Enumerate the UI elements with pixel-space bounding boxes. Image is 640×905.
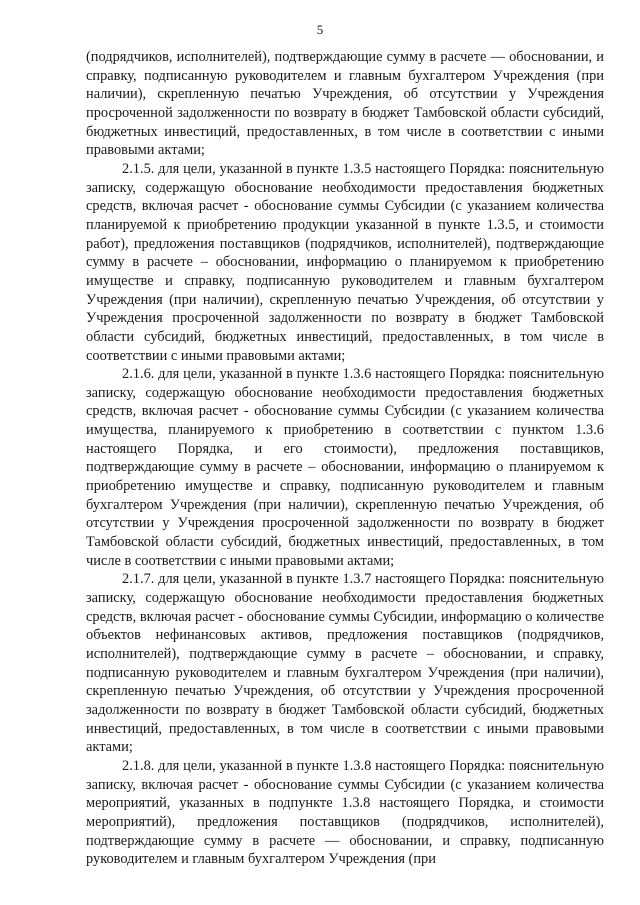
paragraph-2-1-6: 2.1.6. для цели, указанной в пункте 1.3.6 настоящего Порядка: пояснительную записку, содержащую обоснование необходимости предоставления бюджетных средств, включая расчет - обоснование суммы Субсидии (с указанием количества имущества, планируемого к приобретению в соответствии с пунктом 1.3.6 настоящего Порядка, и его стоимости), предложения поставщиков, подтверждающие сумму в расчете – обосновании, информацию о планируемом к приобретению имуществе и справку, подписанную руководителем и главным бухгалтером Учреждения (при наличии), скрепленную печатью Учреждения, об отсутствии у Учреждения просроченной задолженности по возврату в бюджет Тамбовской области субсидий, бюджетных инвестиций, предоставленных, в том числе в соответствии с иными правовыми актами; bbox=[86, 366, 604, 569]
paragraph-2-1-8: 2.1.8. для цели, указанной в пункте 1.3.8 настоящего Порядка: пояснительную записку, включая расчет - обоснование суммы Субсидии (с указанием количества мероприятий, указанных в подпункте 1.3.8 настоящего Порядка, и стоимости мероприятий), предложения поставщиков (подрядчиков, исполнителей), подтверждающие сумму в расчете — обосновании, и справку, подписанную руководителем и главным бухгалтером Учреждения (при bbox=[86, 757, 604, 868]
document-body bbox=[86, 48, 604, 869]
page-number: 5 bbox=[316, 22, 324, 37]
paragraph-2-1-5: 2.1.5. для цели, указанной в пункте 1.3.5 настоящего Порядка: пояснительную записку, содержащую обоснование необходимости предоставления бюджетных средств, включая расчет - обоснование суммы Субсидии (с указанием количества планируемой к приобретению продукции указанной в пункте 1.3.5, и стоимости работ), предложения поставщиков (подрядчиков, исполнителей), подтверждающие сумму в расчете – обосновании, информацию о планируемом к приобретению имуществе и справку, подписанную руководителем и главным бухгалтером Учреждения (при наличии), скрепленную печатью Учреждения, об отсутствии у Учреждения просроченной задолженности по возврату в бюджет Тамбовской области субсидий, бюджетных инвестиций, предоставленных, в том числе в соответствии с иными правовыми актами; bbox=[86, 160, 604, 364]
paragraph-continuation: (подрядчиков, исполнителей), подтверждающие сумму в расчете — обосновании, и справку, подписанную руководителем и главным бухгалтером Учреждения (при наличии), скрепленную печатью Учреждения, об отсутствии у Учреждения просроченной задолженности по возврату в бюджет Тамбовской области субсидий, бюджетных инвестиций, предоставленных, в том числе в соответствии с иными правовыми актами; bbox=[86, 49, 604, 159]
paragraph-2-1-7: 2.1.7. для цели, указанной в пункте 1.3.7 настоящего Порядка: пояснительную записку, содержащую обоснование необходимости предоставления бюджетных средств, включая расчет - обоснование суммы Субсидии, информацию о количестве объектов нефинансовых активов, предложения поставщиков (подрядчиков, исполнителей), подтверждающие сумму в расчете – обосновании, и справку, подписанную руководителем и главным бухгалтером Учреждения (при наличии), скрепленную печатью Учреждения, об отсутствии у Учреждения просроченной задолженности по возврату в бюджет Тамбовской области субсидий, бюджетных инвестиций, предоставленных, в том числе в соответствии с иными правовыми актами; bbox=[86, 571, 604, 756]
